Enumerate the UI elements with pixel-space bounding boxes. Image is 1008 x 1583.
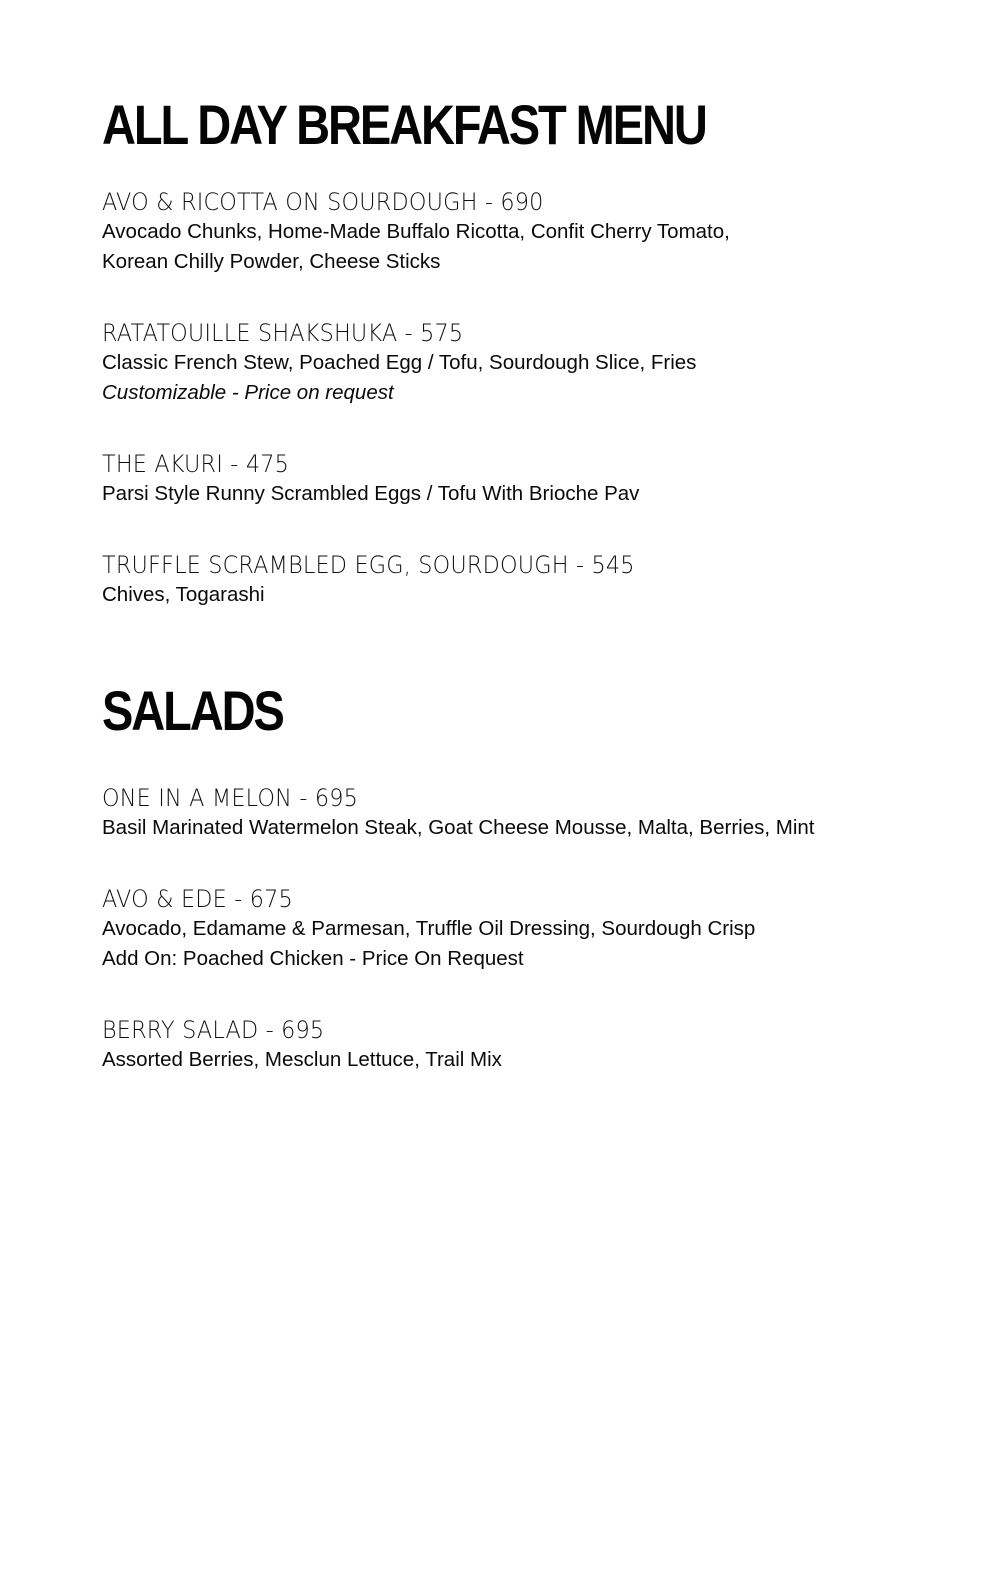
item-title: AVO & RICOTTA ON SOURDOUGH - 690	[102, 188, 544, 216]
menu-item-truffle-scrambled-egg	[102, 550, 962, 610]
item-description: Assorted Berries, Mesclun Lettuce, Trail Mix	[102, 1048, 502, 1071]
item-description: Chives, Togarashi	[102, 583, 265, 606]
item-description: Basil Marinated Watermelon Steak, Goat Cheese Mousse, Malta, Berries, Mint	[102, 816, 815, 839]
breakfast-heading: ALL DAY BREAKFAST MENU	[102, 93, 706, 156]
item-note: Customizable - Price on request	[102, 381, 394, 404]
menu-item-the-akuri	[102, 449, 962, 509]
menu-item-one-in-a-melon	[102, 783, 962, 843]
item-description: Classic French Stew, Poached Egg / Tofu, Sourdough Slice, Fries	[102, 351, 697, 374]
item-description: Avocado, Edamame & Parmesan, Truffle Oil Dressing, Sourdough Crisp	[102, 917, 756, 940]
item-description: Korean Chilly Powder, Cheese Sticks	[102, 250, 441, 273]
menu-item-avo-ricotta	[102, 187, 962, 277]
item-description: Avocado Chunks, Home-Made Buffalo Ricotta, Confit Cherry Tomato,	[102, 220, 730, 243]
salads-heading: SALADS	[102, 679, 283, 742]
item-title: TRUFFLE SCRAMBLED EGG, SOURDOUGH - 545	[102, 551, 635, 579]
item-title: AVO & EDE - 675	[102, 885, 293, 913]
menu-item-berry-salad	[102, 1015, 962, 1075]
item-title: THE AKURI - 475	[102, 450, 289, 478]
menu-item-avo-ede	[102, 884, 962, 974]
item-description: Parsi Style Runny Scrambled Eggs / Tofu With Brioche Pav	[102, 482, 640, 505]
menu-item-ratatouille-shakshuka	[102, 318, 962, 408]
item-addon: Add On: Poached Chicken - Price On Request	[102, 947, 524, 970]
item-title: BERRY SALAD - 695	[102, 1016, 325, 1044]
item-title: ONE IN A MELON - 695	[102, 784, 359, 812]
item-title: RATATOUILLE SHAKSHUKA - 575	[102, 319, 464, 347]
